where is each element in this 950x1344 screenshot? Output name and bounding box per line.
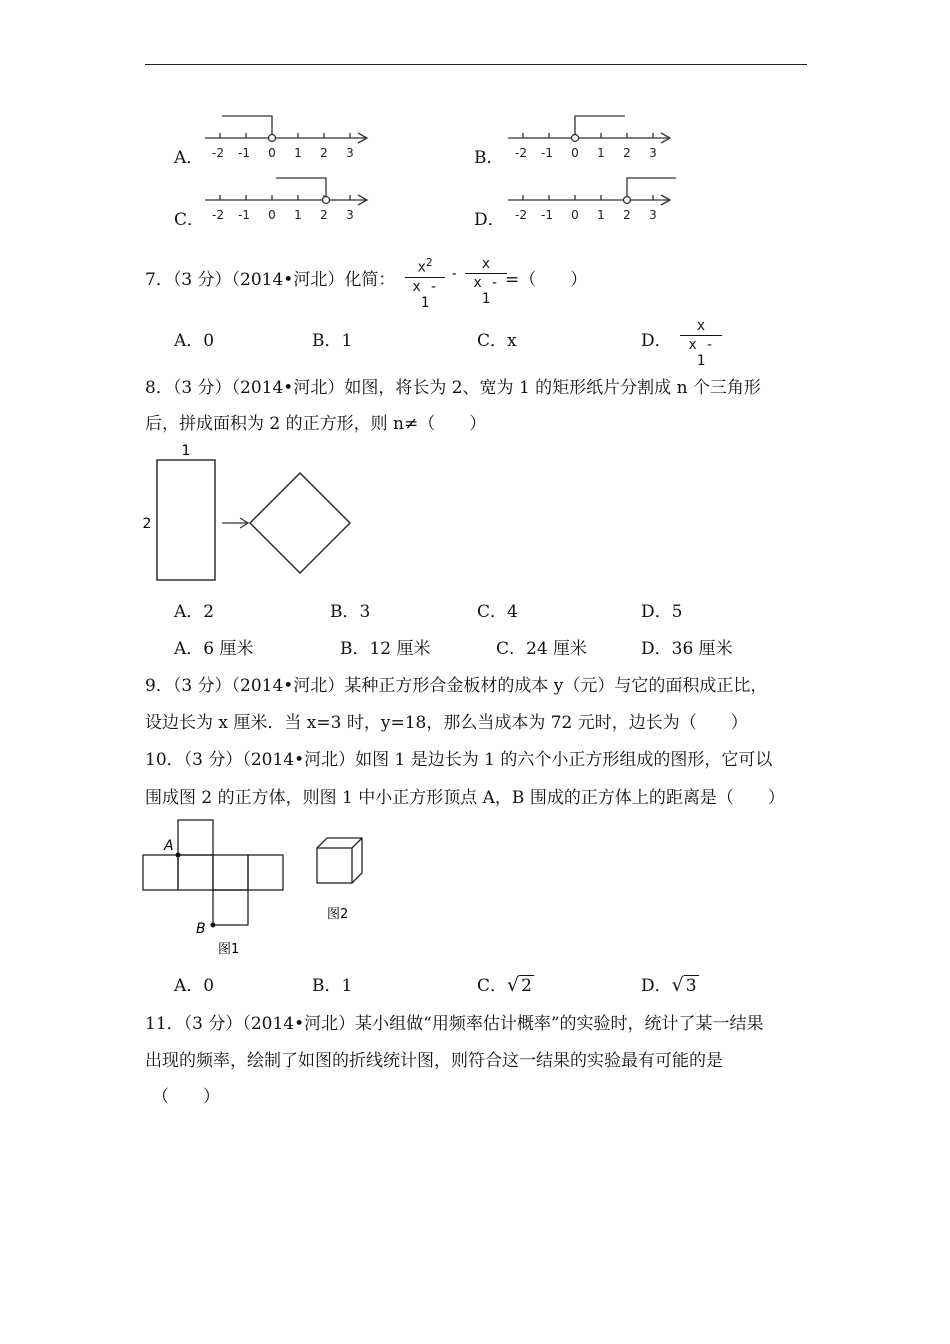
number-line-axis — [508, 133, 670, 143]
tick-label: -1 — [541, 208, 553, 222]
tick-label: 3 — [346, 208, 354, 222]
tick-label: -1 — [541, 146, 553, 160]
tick-label: 2 — [320, 146, 328, 160]
figure-1-caption: 图1 — [218, 942, 240, 957]
q10-option-b: B．1 — [312, 976, 353, 996]
header-rule — [145, 64, 807, 65]
q9-option-a: A．6 厘米 — [174, 639, 254, 659]
tick-label: 0 — [268, 208, 276, 222]
q10-line-1: 10．（3 分）（2014•河北）如图 1 是边长为 1 的六个小正方形组成的图形，它可以 — [145, 750, 773, 770]
q8-option-c: C．4 — [477, 602, 518, 622]
tick-label: 1 — [597, 146, 605, 160]
q7-fraction-2 — [465, 256, 507, 307]
tick-label: 0 — [571, 146, 579, 160]
q10-figure — [140, 815, 380, 960]
cube-net — [143, 820, 283, 925]
tick-label: -1 — [238, 208, 250, 222]
tick-label: 1 — [597, 208, 605, 222]
q8-option-d: D．5 — [641, 602, 683, 622]
rect-height-label: 2 — [142, 516, 152, 532]
tick-label: 2 — [623, 208, 631, 222]
cube-icon — [317, 838, 362, 883]
point-b-dot — [211, 923, 216, 928]
figure-2-caption: 图2 — [327, 907, 349, 922]
q9-option-d: D．36 厘米 — [641, 639, 733, 659]
point-b-label: B — [196, 921, 206, 937]
tick-label: 3 — [649, 208, 657, 222]
rectangle-shape — [157, 460, 215, 580]
q7-frac1-sup: 2 — [425, 256, 433, 269]
q7-fraction-1 — [405, 256, 445, 311]
tick-label: -2 — [515, 146, 527, 160]
tick-label: 2 — [623, 146, 631, 160]
q7-optd-den: x - 1 — [688, 337, 714, 369]
q8-figure — [140, 440, 360, 585]
q7-minus: - — [450, 266, 459, 282]
q10-option-d — [641, 971, 699, 996]
sqrt-icon: √ — [507, 974, 520, 996]
q6-option-d-numberline — [503, 174, 678, 226]
q7-frac1-num: x — [417, 259, 426, 276]
tick-label: 2 — [320, 208, 328, 222]
q8-line-2: 后，拼成面积为 2 的正方形，则 n≠（ ） — [145, 414, 487, 434]
q10-option-a: A．0 — [174, 976, 215, 996]
tick-label: -2 — [515, 208, 527, 222]
q10-option-d-radicand: 3 — [685, 976, 697, 996]
tick-label: -2 — [212, 208, 224, 222]
q6-option-b-numberline — [503, 112, 678, 164]
q10-option-c-label: C． — [477, 976, 508, 996]
q7-option-d-fraction — [680, 318, 722, 369]
q7-option-c: C．x — [477, 331, 517, 351]
q7-stem: 7．（3 分）（2014•河北）化简： — [145, 270, 396, 290]
number-line-axis — [205, 195, 367, 205]
q7-frac2-den: x - 1 — [473, 275, 499, 307]
tick-label: 3 — [346, 146, 354, 160]
q8-option-a: A．2 — [174, 602, 215, 622]
q11-line-2: 出现的频率，绘制了如图的折线统计图，则符合这一结果的实验最有可能的是 — [145, 1051, 723, 1071]
sqrt-icon: √ — [671, 974, 684, 996]
tick-label: 0 — [268, 146, 276, 160]
q6-option-a-label: A． — [174, 148, 204, 168]
q10-option-c-radicand: 2 — [521, 976, 532, 996]
q7-optd-num: x — [680, 318, 722, 336]
q11-line-3: （ ） — [152, 1087, 220, 1107]
rect-width-label: 1 — [181, 443, 191, 459]
q7-option-a: A．0 — [174, 331, 215, 351]
q6-option-c-label: C． — [174, 210, 205, 230]
point-a-label: A — [164, 838, 174, 854]
q7-answer-blank: =（ ） — [505, 270, 588, 290]
number-line-axis — [508, 195, 670, 205]
tick-label: -2 — [212, 146, 224, 160]
point-a-dot — [176, 853, 181, 858]
q9-line-2: 设边长为 x 厘米．当 x=3 时，y=18，那么当成本为 72 元时，边长为（ ） — [145, 713, 748, 733]
q7-frac2-num: x — [465, 256, 507, 274]
q6-option-b-label: B． — [474, 148, 504, 168]
q7-option-b: B．1 — [312, 331, 353, 351]
number-line-axis — [205, 133, 367, 143]
q8-line-1: 8．（3 分）（2014•河北）如图，将长为 2、宽为 1 的矩形纸片分割成 n 个三角形 — [145, 378, 761, 398]
square-shape — [250, 473, 350, 573]
q6-option-a-numberline — [200, 112, 375, 164]
q8-option-b: B．3 — [330, 602, 371, 622]
q7-option-d-label: D． — [641, 331, 672, 351]
tick-label: -1 — [238, 146, 250, 160]
tick-label: 1 — [294, 208, 302, 222]
q9-line-1: 9．（3 分）（2014•河北）某种正方形合金板材的成本 y（元）与它的面积成正比， — [145, 676, 768, 696]
q11-line-1: 11．（3 分）（2014•河北）某小组做“用频率估计概率”的实验时，统计了某一结果 — [145, 1014, 764, 1034]
q10-line-2: 围成图 2 的正方体，则图 1 中小正方形顶点 A，B 围成的正方体上的距离是（ ） — [145, 788, 785, 808]
q9-option-c: C．24 厘米 — [496, 639, 588, 659]
q6-option-c-numberline — [200, 174, 375, 226]
tick-label: 3 — [649, 146, 657, 160]
q10-option-c — [477, 971, 534, 996]
q9-option-b: B．12 厘米 — [340, 639, 431, 659]
q7-frac1-den: x - 1 — [412, 278, 438, 311]
q10-option-d-label: D． — [641, 976, 672, 996]
q6-option-d-label: D． — [474, 210, 505, 230]
tick-label: 1 — [294, 146, 302, 160]
tick-label: 0 — [571, 208, 579, 222]
